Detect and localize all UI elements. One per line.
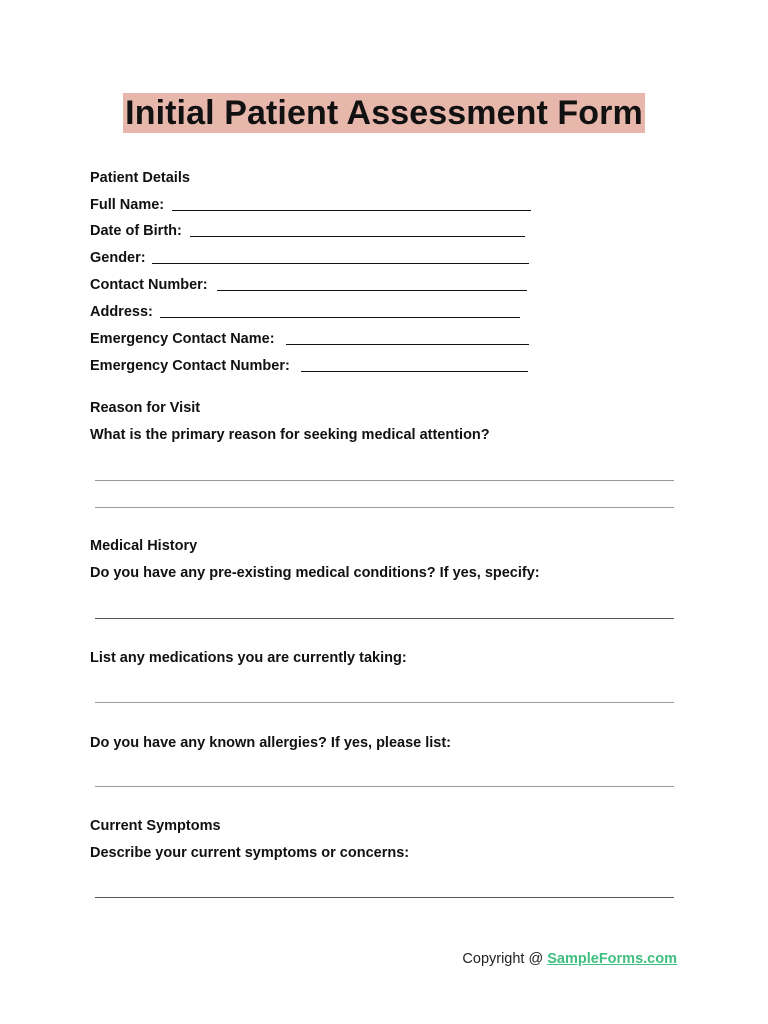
section-heading-medical-history: Medical History <box>90 538 198 554</box>
gender-field[interactable] <box>152 263 529 264</box>
section-heading-current-symptoms: Current Symptoms <box>90 818 221 834</box>
sampleforms-link[interactable]: SampleForms.com <box>547 951 677 967</box>
address-field[interactable] <box>160 317 520 318</box>
section-heading-reason-for-visit: Reason for Visit <box>90 400 201 416</box>
question-medications: List any medications you are currently taking: <box>90 650 407 666</box>
answer-line-reason-1[interactable] <box>95 480 674 481</box>
title-container <box>0 93 768 133</box>
label-address: Address: <box>90 304 153 320</box>
answer-line-medications[interactable] <box>95 702 674 703</box>
contact-number-field[interactable] <box>217 290 527 291</box>
label-full-name: Full Name: <box>90 197 165 213</box>
full-name-field[interactable] <box>172 210 531 211</box>
label-contact-number: Contact Number: <box>90 277 208 293</box>
label-emergency-contact-name: Emergency Contact Name: <box>90 331 275 347</box>
emergency-contact-number-field[interactable] <box>301 371 528 372</box>
answer-line-conditions[interactable] <box>95 618 674 619</box>
footer-copyright <box>462 950 677 968</box>
answer-line-symptoms[interactable] <box>95 897 674 898</box>
page-title: Initial Patient Assessment Form <box>125 94 643 132</box>
question-pre-existing-conditions: Do you have any pre-existing medical conditions? If yes, specify: <box>90 565 540 581</box>
question-allergies: Do you have any known allergies? If yes, please list: <box>90 735 452 751</box>
answer-line-reason-2[interactable] <box>95 507 674 508</box>
copyright-text: Copyright @ <box>462 951 548 967</box>
answer-line-allergies[interactable] <box>95 786 674 787</box>
emergency-contact-name-field[interactable] <box>286 344 529 345</box>
question-current-symptoms: Describe your current symptoms or concerns: <box>90 845 410 861</box>
date-of-birth-field[interactable] <box>190 236 525 237</box>
label-emergency-contact-number: Emergency Contact Number: <box>90 358 290 374</box>
label-date-of-birth: Date of Birth: <box>90 223 182 239</box>
section-heading-patient-details: Patient Details <box>90 170 190 186</box>
question-primary-reason: What is the primary reason for seeking medical attention? <box>90 427 490 443</box>
label-gender: Gender: <box>90 250 146 266</box>
